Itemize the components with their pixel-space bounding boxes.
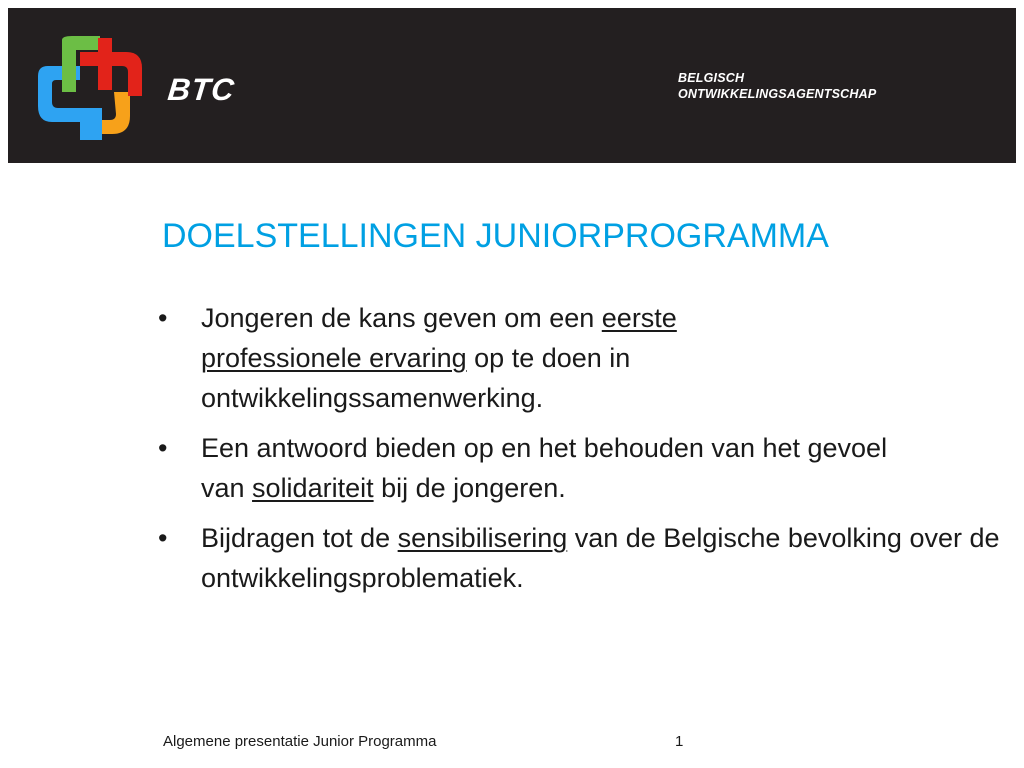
agency-line-2: ONTWIKKELINGSAGENTSCHAP xyxy=(678,87,877,101)
bullet-text-underlined: eerste professionele ervaring xyxy=(201,303,677,373)
bullet-item xyxy=(158,518,1001,598)
bullet-text-after: van de Belgische bevolking over de ontwikkelingsproblematiek. xyxy=(201,523,1000,593)
brand-name: BTC xyxy=(166,72,237,107)
bullet-icon: • xyxy=(158,433,168,463)
btc-logo-icon xyxy=(36,36,144,140)
bullet-text-before: Een antwoord bieden op en het behouden van het gevoel van xyxy=(201,433,888,503)
footer-text: Algemene presentatie Junior Programma xyxy=(163,733,437,750)
page-number: 1 xyxy=(675,733,684,750)
header-banner xyxy=(8,8,1016,163)
agency-name xyxy=(678,70,876,102)
bullet-list xyxy=(158,298,1000,608)
bullet-icon: • xyxy=(158,523,168,553)
bullet-icon: • xyxy=(158,303,168,333)
bullet-text-after: bij de jongeren. xyxy=(373,473,566,503)
bullet-text-after: op te doen in ontwikkelingssamenwerking. xyxy=(201,343,631,413)
bullet-item xyxy=(158,298,841,418)
agency-line-1: BELGISCH xyxy=(678,71,745,85)
bullet-text-underlined: sensibilisering xyxy=(397,523,568,553)
slide-title: DOELSTELLINGEN JUNIORPROGRAMMA xyxy=(162,217,829,255)
bullet-text-underlined: solidariteit xyxy=(252,473,374,503)
bullet-text-before: Jongeren de kans geven om een xyxy=(201,303,602,333)
bullet-item xyxy=(158,428,921,508)
bullet-text-before: Bijdragen tot de xyxy=(201,523,398,553)
